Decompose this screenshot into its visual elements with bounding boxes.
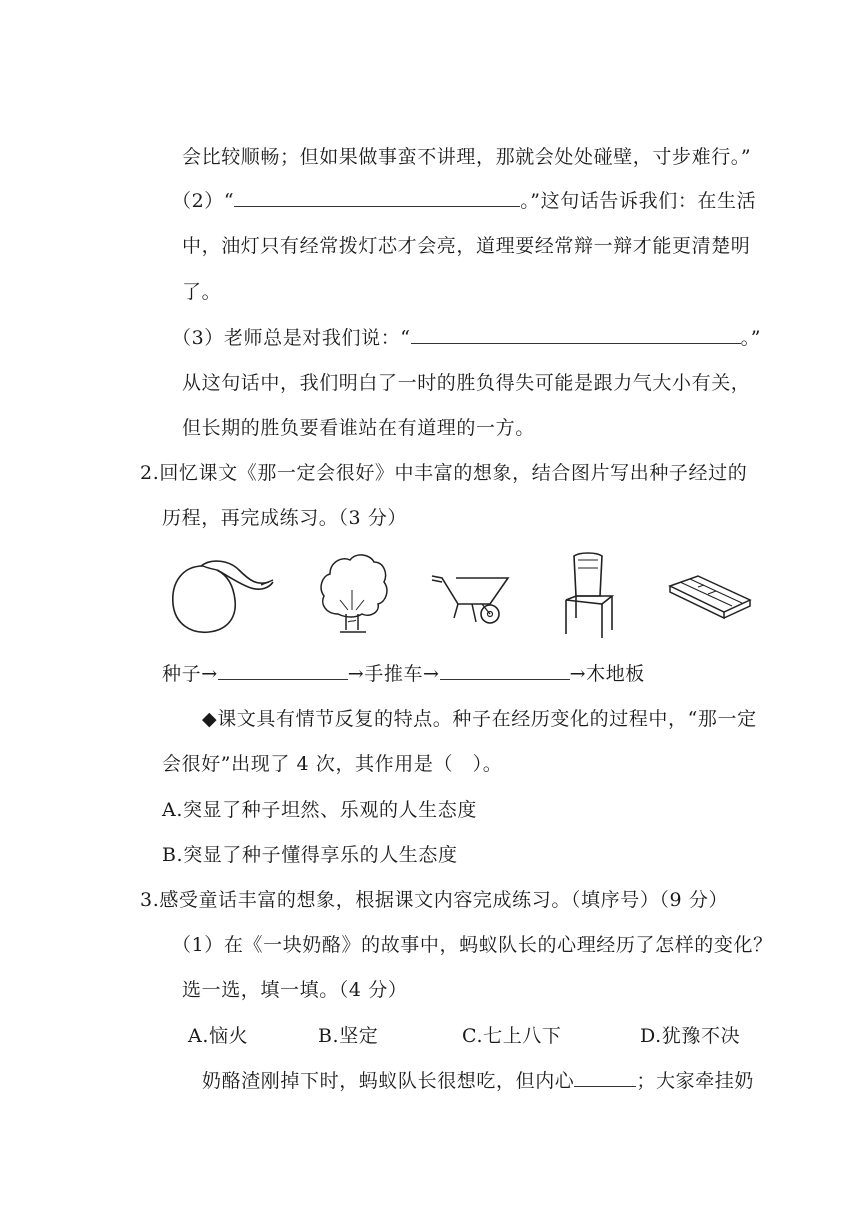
q1-part3-line1 bbox=[172, 326, 761, 350]
q2-sub-question-line2: 会很好”出现了 4 次，其作用是（ ）。 bbox=[162, 753, 503, 775]
q1-part3-line3: 但长期的胜负要看谁站在有道理的一方。 bbox=[182, 417, 535, 439]
tree-icon bbox=[318, 550, 390, 638]
q1-part2-line1 bbox=[172, 189, 756, 213]
q2-chain-seed: 种子→ bbox=[162, 663, 218, 685]
q2-blank-1[interactable] bbox=[218, 663, 348, 680]
q3-fill-line bbox=[202, 1069, 754, 1093]
q3-option-d[interactable]: D.犹豫不决 bbox=[640, 1025, 741, 1047]
seed-icon bbox=[165, 552, 277, 638]
wood-floor-icon bbox=[668, 572, 752, 628]
q2-sub-question-line1: ◆课文具有情节反复的特点。种子在经历变化的过程中，“那一定 bbox=[202, 708, 757, 730]
q2-question-line1: 2.回忆课文《那一定会很好》中丰富的想象，结合图片写出种子经过的 bbox=[140, 462, 748, 484]
q3-option-c[interactable]: C.七上八下 bbox=[462, 1025, 562, 1047]
q2-chain-floor: →木地板 bbox=[569, 663, 645, 685]
q3-option-b[interactable]: B.坚定 bbox=[318, 1025, 379, 1047]
chair-icon bbox=[556, 548, 622, 640]
q3-fill-prefix: 奶酪渣刚掉下时，蚂蚁队长很想吃，但内心 bbox=[202, 1070, 575, 1092]
q3-fill-blank[interactable] bbox=[574, 1070, 636, 1087]
q3-question-line1: 3.感受童话丰富的想象，根据课文内容完成练习。（填序号）（9 分） bbox=[140, 889, 729, 911]
q3-fill-suffix: ；大家牵挂奶 bbox=[636, 1070, 755, 1092]
q2-picture-row bbox=[160, 548, 780, 648]
q1-part3-prefix: （3）老师总是对我们说：“ bbox=[172, 327, 411, 349]
q1-part2-answer-blank[interactable] bbox=[234, 190, 520, 207]
q1-part2-line2: 中，油灯只有经常拨灯芯才会亮，道理要经常辩一辩才能更清楚明 bbox=[182, 235, 751, 257]
q1-part2-suffix: 。”这句话告诉我们：在生活 bbox=[520, 190, 757, 212]
q1-part2-prefix: （2）“ bbox=[172, 190, 235, 212]
q3-option-a[interactable]: A.恼火 bbox=[188, 1025, 249, 1047]
q1-part2-line3: 了。 bbox=[182, 281, 222, 303]
q3-part1-line1: （1）在《一块奶酪》的故事中，蚂蚁队长的心理经历了怎样的变化？ bbox=[172, 934, 773, 956]
q1-part3-line2: 从这句话中，我们明白了一时的胜负得失可能是跟力气大小有关， bbox=[182, 372, 751, 394]
q3-part1-line2: 选一选，填一填。（4 分） bbox=[182, 979, 408, 1001]
q1-continuation-line: 会比较顺畅；但如果做事蛮不讲理，那就会处处碰壁，寸步难行。” bbox=[182, 146, 752, 168]
q1-part3-answer-blank[interactable] bbox=[411, 327, 741, 344]
q2-chain-wheelbarrow: →手推车→ bbox=[347, 663, 440, 685]
q2-question-line2: 历程，再完成练习。（3 分） bbox=[162, 507, 408, 529]
q2-process-chain bbox=[162, 662, 645, 686]
wheelbarrow-icon bbox=[428, 570, 520, 628]
q2-blank-2[interactable] bbox=[440, 663, 570, 680]
q2-option-a[interactable]: A.突显了种子坦然、乐观的人生态度 bbox=[162, 799, 477, 821]
q2-option-b[interactable]: B.突显了种子懂得享乐的人生态度 bbox=[162, 844, 458, 866]
q1-part3-suffix: 。” bbox=[740, 327, 762, 349]
